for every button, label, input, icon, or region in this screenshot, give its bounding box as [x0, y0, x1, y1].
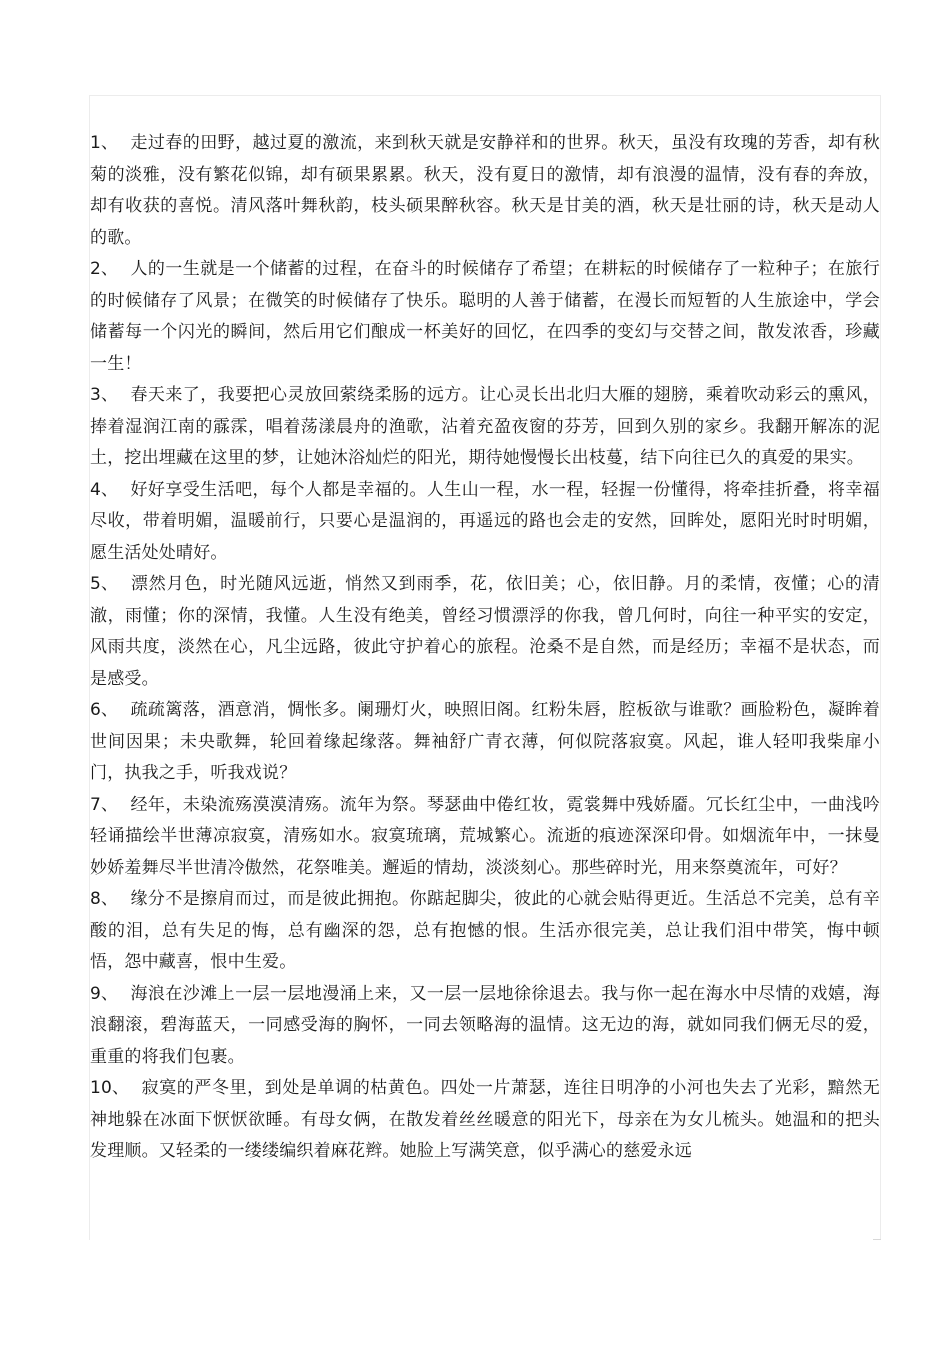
- paragraph-text: 漂然月色，时光随风远逝，悄然又到雨季，花，依旧美；心，依旧静。月的柔情，夜懂；心的清澈，雨懂；你的深情，我懂。人生没有绝美，曾经习惯漂浮的你我，曾几何时，向往一种平实的安定，风雨共度，淡然在心，凡尘远路，彼此守护着心的旅程。沧桑不是自然，而是经历；幸福不是状态，而是感受。: [90, 574, 880, 689]
- paragraph-3: [90, 380, 880, 475]
- paragraph-number: 7、: [90, 794, 119, 815]
- paragraph-5: [90, 569, 880, 695]
- paragraph-number: 10、: [90, 1078, 130, 1098]
- paragraph-number: 9、: [90, 983, 119, 1004]
- paragraph-number: 3、: [90, 385, 119, 405]
- paragraph-text: 走过春的田野，越过夏的激流，来到秋天就是安静祥和的世界。秋天，虽没有玫瑰的芳香，却有秋菊的淡雅，没有繁花似锦，却有硕果累累。秋天，没有夏日的激情，却有浪漫的温情，没有春的奔放，却有收获的喜悦。清风落叶舞秋韵，枝头硕果醉秋容。秋天是甘美的酒，秋天是壮丽的诗，秋天是动人的歌。: [90, 133, 880, 248]
- paragraph-text: 春天来了，我要把心灵放回萦绕柔肠的远方。让心灵长出北归大雁的翅膀，乘着吹动彩云的熏风，捧着湿润江南的霡霂，唱着荡漾晨舟的渔歌，沾着充盈夜窗的芬芳，回到久别的家乡。我翻开解冻的泥土，挖出埋藏在这里的梦，让她沐浴灿烂的阳光，期待她慢慢长出枝蔓，结下向往已久的真爱的果实。: [90, 385, 880, 468]
- paragraph-2: [90, 254, 880, 380]
- paragraph-4: [90, 475, 880, 570]
- paragraph-text: 缘分不是擦肩而过，而是彼此拥抱。你踮起脚尖，彼此的心就会贴得更近。生活总不完美，总有辛酸的泪，总有失足的悔，总有幽深的怨，总有抱憾的恨。生活亦很完美，总让我们泪中带笑，悔中顿悟，怨中藏喜，恨中生爱。: [90, 889, 880, 972]
- paragraph-number: 2、: [90, 259, 119, 279]
- paragraph-8: [90, 884, 880, 979]
- paragraph-text: 经年，未染流殇漠漠清殇。流年为祭。琴瑟曲中倦红妆，霓裳舞中残娇靥。冗长红尘中，一曲浅吟轻诵描绘半世薄凉寂寞，清殇如水。寂寞琉璃，荒城繁心。流逝的痕迹深深印骨。如烟流年中，一抹曼妙娇羞舞尽半世清冷傲然，花祭唯美。邂逅的情劫，淡淡刻心。那些碎时光，用来祭奠流年，可好？: [90, 794, 880, 878]
- paragraph-number: 4、: [90, 479, 119, 500]
- document-body: [90, 128, 880, 1240]
- paragraph-number: 5、: [90, 574, 119, 594]
- paragraph-number: 1、: [90, 133, 119, 153]
- paragraph-number: 6、: [90, 700, 119, 720]
- paragraph-text: 人的一生就是一个储蓄的过程，在奋斗的时候储存了希望；在耕耘的时候储存了一粒种子；在旅行的时候储存了风景；在微笑的时候储存了快乐。聪明的人善于储蓄，在漫长而短暂的人生旅途中，学会储蓄每一个闪光的瞬间，然后用它们酿成一杯美好的回忆，在四季的变幻与交替之间，散发浓香，珍藏一生！: [90, 259, 880, 374]
- paragraph-9: [90, 979, 880, 1074]
- paragraph-1: [90, 128, 880, 254]
- paragraph-6: [90, 695, 880, 790]
- paragraph-text: 好好享受生活吧，每个人都是幸福的。人生山一程，水一程，轻握一份懂得，将牵挂折叠，将幸福尽收，带着明媚，温暖前行，只要心是温润的，再遥远的路也会走的安然，回眸处，愿阳光时时明媚，愿生活处处晴好。: [90, 479, 880, 563]
- paragraph-text: 疏疏篱落，酒意消，惆怅多。阑珊灯火，映照旧阁。红粉朱唇，腔板欲与谁歌？画脸粉色，凝眸着世间因果；未央歌舞，轮回着缘起缘落。舞袖舒广青衣薄，何似院落寂寞。风起，谁人轻叩我柴扉小门，执我之手，听我戏说？: [90, 700, 880, 783]
- paragraph-text: 海浪在沙滩上一层一层地漫涌上来，又一层一层地徐徐退去。我与你一起在海水中尽情的戏嬉，海浪翻滚，碧海蓝天，一同感受海的胸怀，一同去领略海的温情。这无边的海，就如同我们俩无尽的爱，重重的将我们包裹。: [90, 983, 880, 1067]
- paragraph-number: 8、: [90, 889, 119, 909]
- paragraph-10: [90, 1073, 880, 1168]
- paragraph-text: 寂寞的严冬里，到处是单调的枯黄色。四处一片萧瑟，连往日明净的小河也失去了光彩，黯然无神地躲在冰面下恹恹欲睡。有母女俩，在散发着丝丝暖意的阳光下，母亲在为女儿梳头。她温和的把头发理顺。又轻柔的一缕缕编织着麻花辫。她脸上写满笑意，似乎满心的慈爱永远: [90, 1078, 880, 1161]
- paragraph-7: [90, 790, 880, 885]
